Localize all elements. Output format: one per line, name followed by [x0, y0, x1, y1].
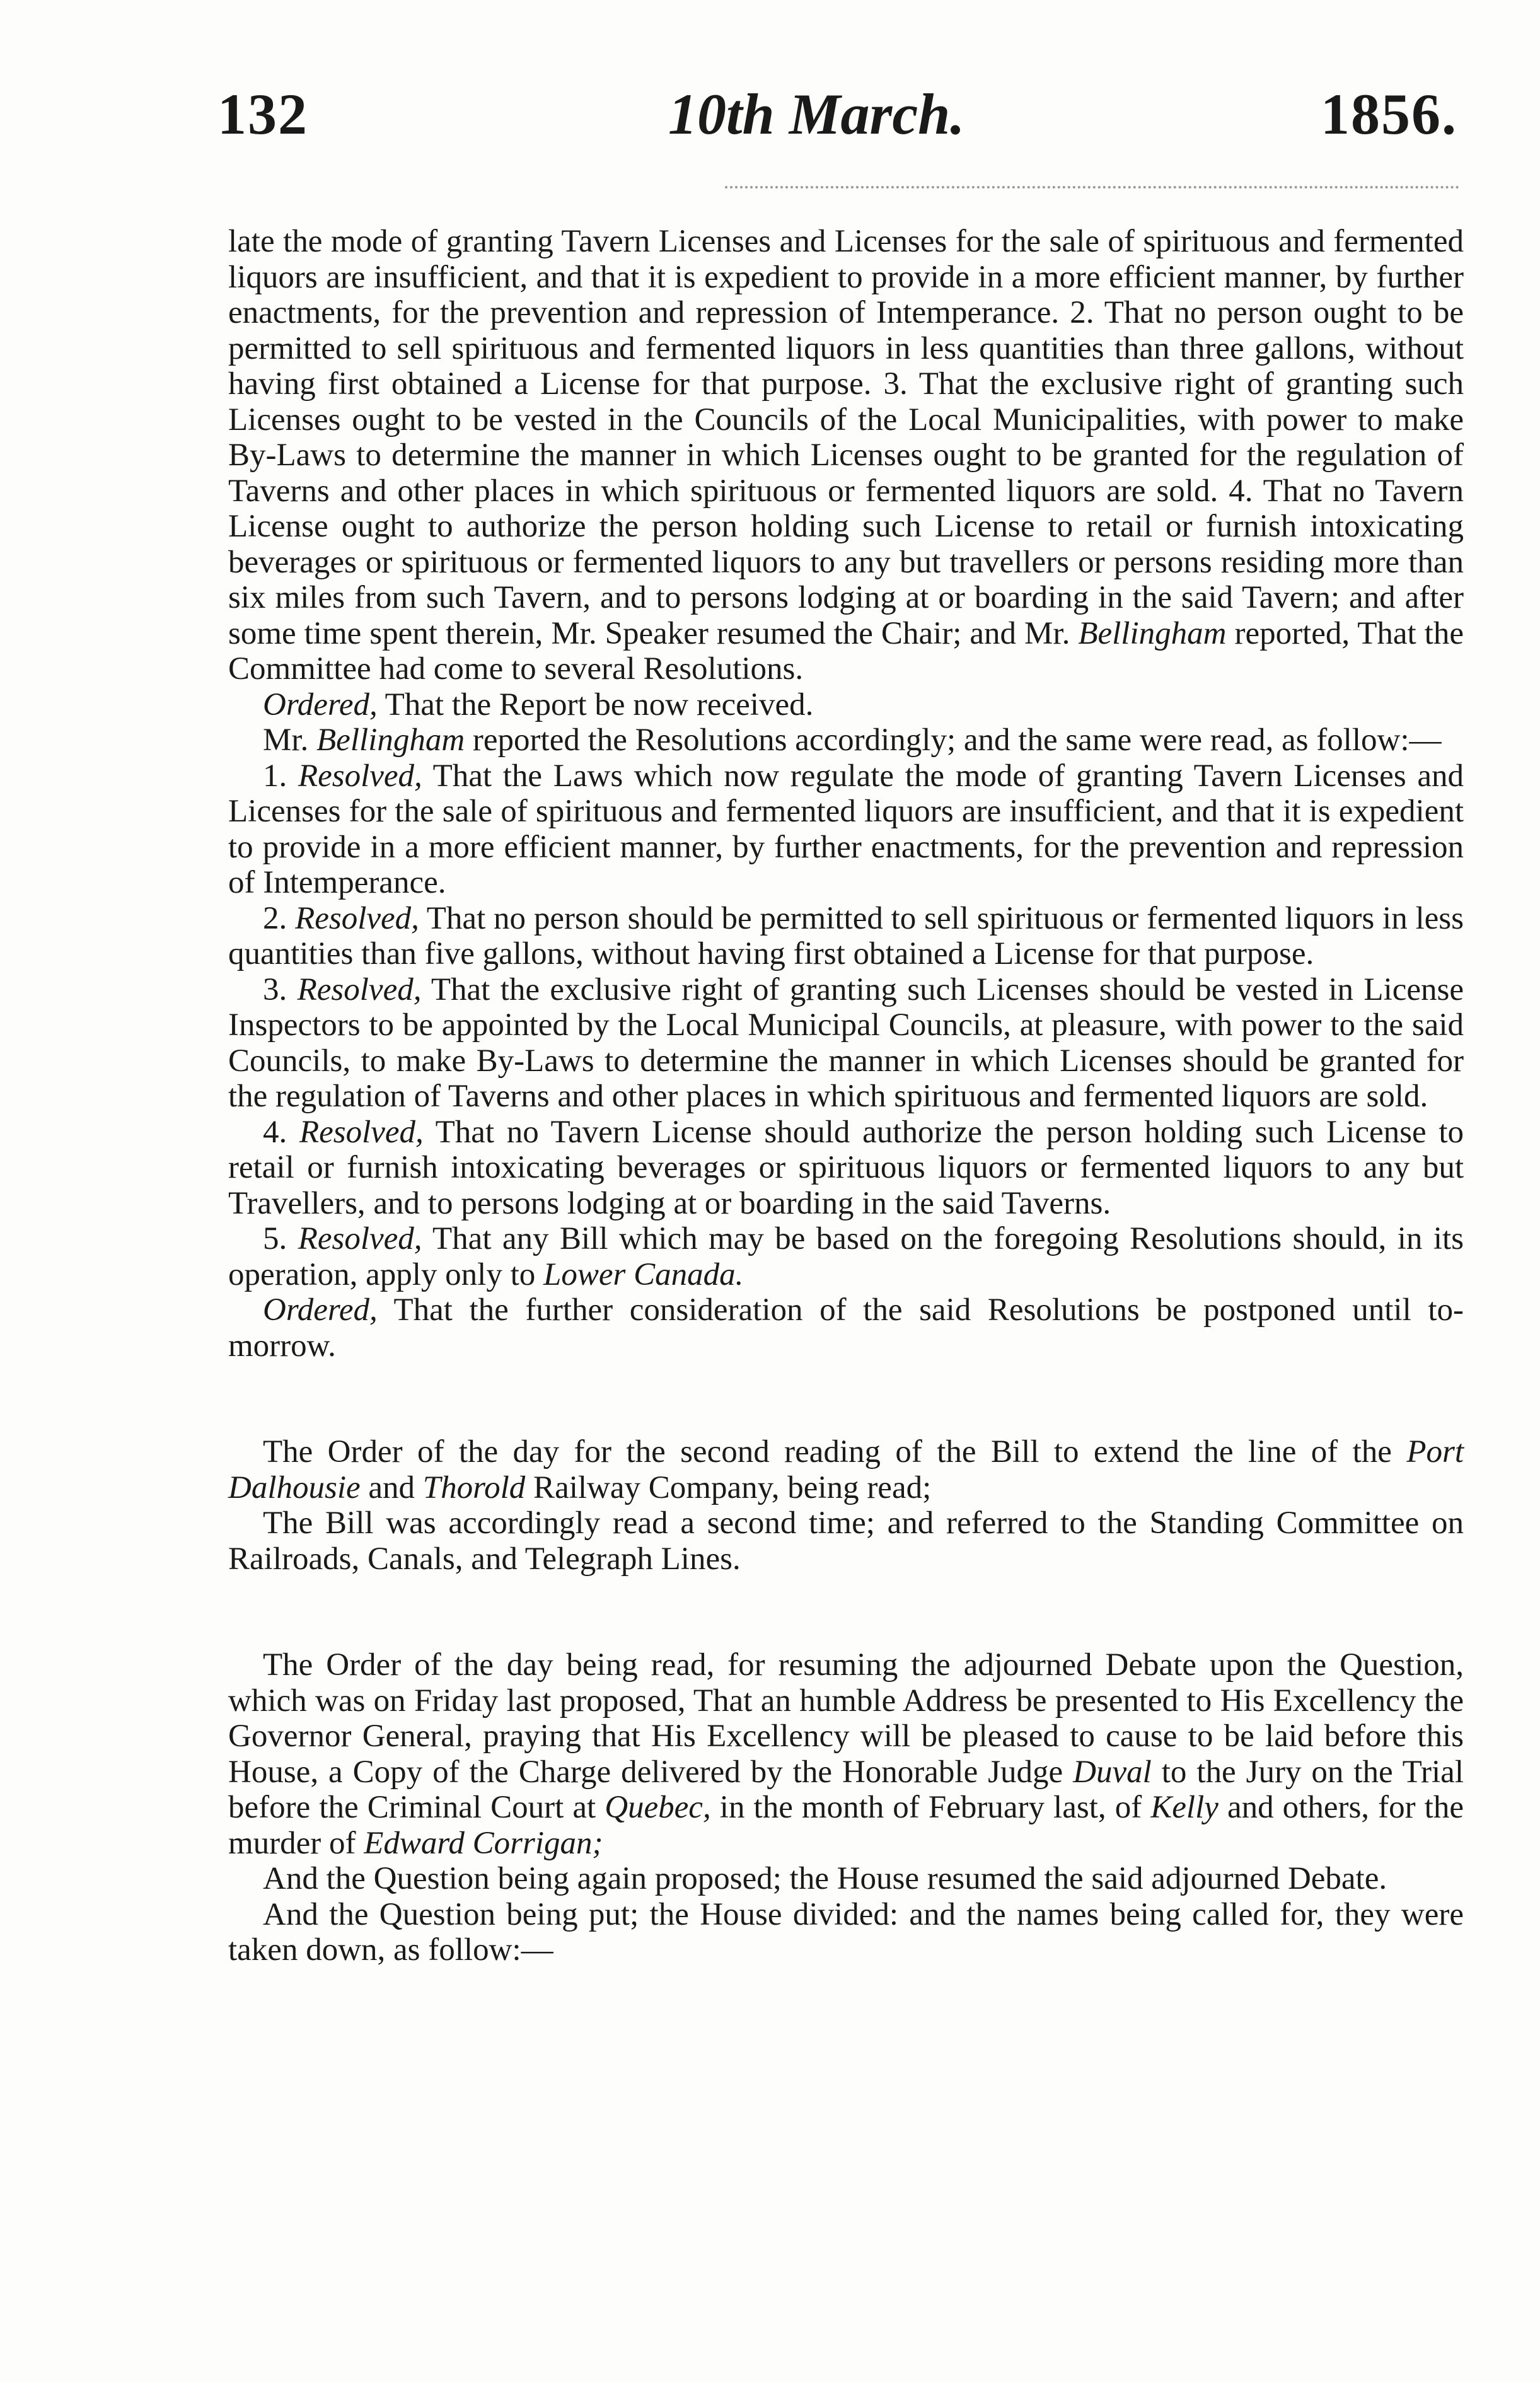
- text-run: reported, That the Committee had come to several Resolutions.: [228, 615, 1464, 687]
- text-run: 3.: [263, 971, 298, 1007]
- header-rule: [725, 186, 1459, 188]
- paragraph: [228, 1221, 1464, 1292]
- text-run: 5.: [263, 1221, 298, 1256]
- text-run: That any Bill which may be based on the foregoing Resolutions should, in its operation, apply only to: [228, 1221, 1464, 1292]
- page-number: 132: [217, 82, 308, 146]
- text-run: That the exclusive right of granting such Licenses should be vested in License Inspectors to be appointed by the Local Municipal Councils, at pleasure, with power to the said Councils, to make By-Laws to determine the manner in which Licenses should be granted for the regulation of Taverns and other places in which spirituous and fermented liquors are sold.: [228, 971, 1464, 1114]
- text-run: and others, for the murder of: [228, 1790, 1464, 1861]
- text-run: Mr.: [263, 722, 317, 758]
- italic-text: Ordered,: [263, 1292, 378, 1328]
- italic-text: Resolved,: [297, 971, 422, 1007]
- text-run: in the month of February last, of: [710, 1790, 1151, 1825]
- paragraph: [228, 972, 1464, 1115]
- text-run: late the mode of granting Tavern Licenses and Licenses for the sale of spirituous and fermented liquors are insufficient, and that it is expedient to provide in a more efficient manner, by further enactments, for the prevention and repression of Intemperance. 2. That no person ought to be permitted to sell spirituous and fermented liquors in less quantities than three gallons, without having first obtained a License for that purpose. 3. That the exclusive right of granting such Licenses ought to be vested in the Councils of the Local Municipalities, with power to make By-Laws to determine the manner in which Licenses ought to be granted for the regulation of Taverns and other places in which spirituous or fermented liquors are sold. 4. That no Tavern License ought to authorize the person holding such License to retail or furnish intoxicating beverages or spirituous or fermented liquors to any but travellers or persons residing more than six miles from such Tavern, and to persons lodging at or boarding in the said Tavern; and after some time spent therein, Mr. Speaker resumed the Chair; and Mr.: [228, 224, 1464, 651]
- paragraph: [228, 1292, 1464, 1364]
- text-run: And the Question being put; the House divided: and the names being called for, they were taken down, as follow:—: [228, 1896, 1464, 1968]
- italic-text: Resolved,: [295, 900, 419, 936]
- italic-text: Port Dalhousie: [228, 1434, 1464, 1505]
- italic-text: Resolved,: [299, 1114, 424, 1150]
- paragraph: [228, 1115, 1464, 1222]
- italic-text: Bellingham: [1078, 615, 1227, 651]
- text-run: That the Report be now received.: [377, 687, 814, 722]
- text-run: The Order of the day being read, for resuming the adjourned Debate upon the Question, which was on Friday last proposed, That an humble Address be presented to His Excellency the Governor General, praying that His Excellency will be pleased to cause to be laid before this House, a Copy of the Charge delivered by the Honorable Judge: [228, 1647, 1464, 1790]
- paragraph: [228, 901, 1464, 972]
- italic-text: Resolved,: [298, 758, 422, 794]
- italic-text: Edward Corrigan;: [364, 1825, 603, 1861]
- paragraph: [228, 687, 1464, 723]
- text-run: That no Tavern License should authorize the person holding such License to retail or furnish intoxicating beverages or spirituous liquors or fermented liquors to any but Travellers, and to persons lodging at or boarding in the said Taverns.: [228, 1114, 1464, 1221]
- page-header: [0, 81, 1540, 144]
- text-run: That the further consideration of the said Resolutions be postponed until to-morrow.: [228, 1292, 1464, 1364]
- text-run: and: [360, 1470, 423, 1505]
- italic-text: Bellingham: [316, 722, 465, 758]
- text-run: 1.: [263, 758, 298, 794]
- page-date: 10th March.: [668, 82, 965, 146]
- page-body: [228, 224, 1464, 1968]
- text-run: 2.: [263, 900, 296, 936]
- text-run: 4.: [263, 1114, 299, 1150]
- paragraph: [228, 1897, 1464, 1968]
- italic-text: Ordered,: [263, 687, 378, 722]
- paragraph: [228, 224, 1464, 687]
- text-run: Railway Company, being read;: [525, 1470, 932, 1505]
- italic-text: Duval: [1073, 1754, 1152, 1790]
- page-year: 1856.: [1321, 82, 1457, 146]
- paragraph: [228, 1434, 1464, 1505]
- text-run: reported the Resolutions accordingly; and the same were read, as follow:—: [465, 722, 1442, 758]
- italic-text: Resolved,: [298, 1221, 422, 1256]
- text-run: The Bill was accordingly read a second time; and referred to the Standing Committee on Railroads, Canals, and Telegraph Lines.: [228, 1505, 1464, 1577]
- paragraph: [228, 1647, 1464, 1861]
- paragraph: [228, 758, 1464, 901]
- text-run: And the Question being again proposed; the House resumed the said adjourned Debate.: [263, 1861, 1387, 1896]
- text-run: to the Jury on the Trial before the Criminal Court at: [228, 1754, 1464, 1825]
- paragraph: [228, 722, 1464, 758]
- text-run: That the Laws which now regulate the mode of granting Tavern Licenses and Licenses for the sale of spirituous and fermented liquors are insufficient, and that it is expedient to provide in a more efficient manner, by further enactments, for the prevention and repression of Intemperance.: [228, 758, 1464, 900]
- text-run: The Order of the day for the second reading of the Bill to extend the line of the: [263, 1434, 1407, 1470]
- italic-text: Thorold: [422, 1470, 526, 1505]
- paragraph: [228, 1505, 1464, 1577]
- text-run: That no person should be permitted to sell spirituous or fermented liquors in less quantities than five gallons, without having first obtained a License for that purpose.: [228, 900, 1464, 971]
- italic-text: Quebec,: [605, 1790, 711, 1825]
- italic-text: Lower Canada.: [543, 1256, 744, 1292]
- paragraph: [228, 1861, 1464, 1897]
- italic-text: Kelly: [1150, 1790, 1219, 1825]
